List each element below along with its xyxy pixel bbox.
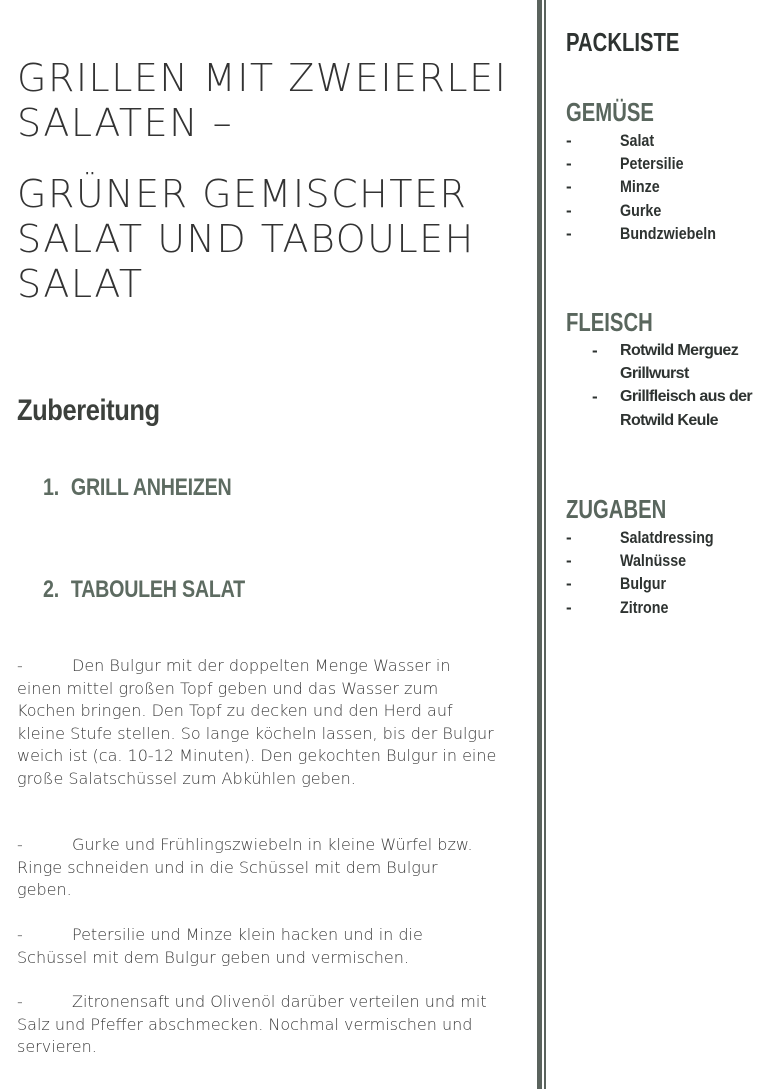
instruction-text: Petersilie und Minze klein hacken und in die Schüssel mit dem Bulgur geben und vermischen. <box>17 925 423 967</box>
sidebar-divider-thin <box>544 0 546 1089</box>
list-item: - Petersilie <box>566 154 684 174</box>
step-label: GRILL ANHEIZEN <box>70 474 232 501</box>
list-gemuese <box>566 129 734 245</box>
list-item: - Grillfleisch aus der Rotwild Keule <box>592 387 753 429</box>
bullet-dash: - <box>17 835 23 854</box>
category-heading-gemuese: GEMÜSE <box>566 97 654 127</box>
step-number: 1. <box>43 474 59 501</box>
category-heading-zugaben: ZUGABEN <box>566 494 667 524</box>
step-grill-anheizen <box>43 474 231 502</box>
list-item: - Bundzwiebeln <box>566 223 716 243</box>
bullet-dash: - <box>17 992 23 1011</box>
list-item: - Zitrone <box>566 597 669 617</box>
list-item: - Minze <box>566 177 660 197</box>
instruction-paragraph <box>17 655 497 791</box>
sidebar-divider <box>537 0 542 1089</box>
list-zugaben <box>566 526 732 619</box>
packing-list-title: PACKLISTE <box>566 27 680 57</box>
page-title-line1: GRILLEN MIT ZWEIERLEI SALATEN – <box>17 56 508 145</box>
list-item: - Rotwild Merguez Grillwurst <box>592 341 739 383</box>
instruction-text: Den Bulgur mit der doppelten Menge Wasser in einen mittel großen Topf geben und das Wasser zum Kochen bringen. Den Topf zu decken und den Herd auf kleine Stufe stellen. So lange köcheln lassen, bis der Bulgur weich ist (ca. 10-12 Minuten). Den gekochten Bulgur in eine große Salatschüssel zum Abkühlen geben. <box>17 656 497 788</box>
section-heading: Zubereitung <box>17 394 160 427</box>
list-item: - Bulgur <box>566 574 667 594</box>
bullet-dash: - <box>17 656 23 675</box>
page-title-line2: GRÜNER GEMISCHTER SALAT UND TABOULEH SALAT <box>17 172 475 306</box>
category-heading-fleisch: FLEISCH <box>566 307 653 337</box>
step-tabouleh-salat <box>43 576 245 604</box>
instruction-text: Zitronensaft und Olivenöl darüber verteilen und mit Salz und Pfeffer abschmecken. Nochmal vermischen und servieren. <box>17 992 487 1057</box>
instruction-paragraph <box>17 834 497 902</box>
list-item: - Salat <box>566 131 655 150</box>
list-item: - Gurke <box>566 200 662 220</box>
step-number: 2. <box>43 576 59 603</box>
instruction-paragraph <box>17 991 497 1059</box>
instruction-text: Gurke und Frühlingszwiebeln in kleine Würfel bzw. Ringe schneiden und in die Schüssel mit dem Bulgur geben. <box>17 835 473 900</box>
list-fleisch <box>566 339 765 432</box>
step-label: TABOULEH SALAT <box>70 576 245 603</box>
bullet-dash: - <box>17 925 23 944</box>
list-item: - Walnüsse <box>566 551 687 571</box>
list-item: - Salatdressing <box>566 528 714 547</box>
instruction-paragraph <box>17 924 497 969</box>
